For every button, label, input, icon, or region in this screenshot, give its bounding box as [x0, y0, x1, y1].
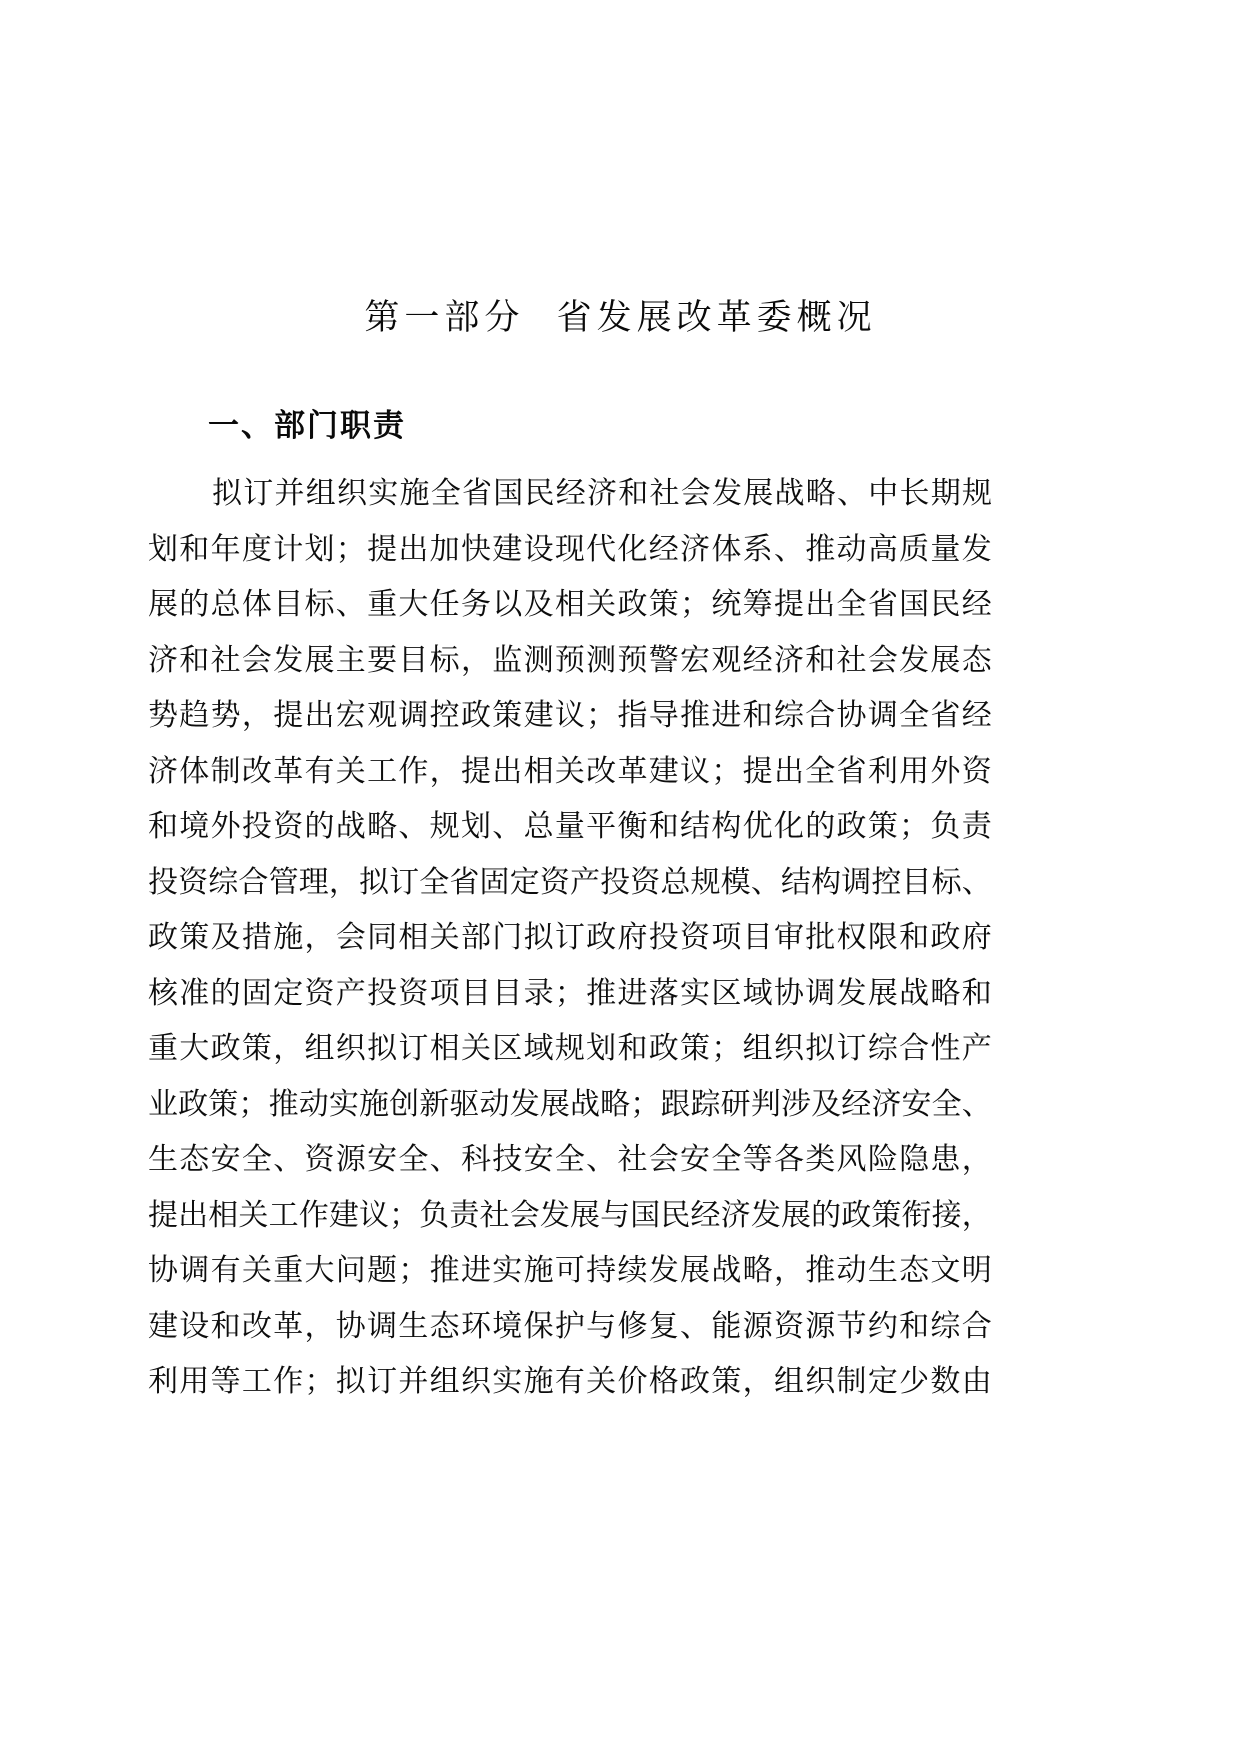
body-line: 济 体 制 改 革 有 关 工 作 ， 提 出 相 关 改 革 建 议 ； 提 出 全 省 利 用 外 资	[148, 753, 992, 789]
body-line: 势 趋 势 ， 提 出 宏 观 调 控 政 策 建 议 ； 指 导 推 进 和 综 合 协 调 全 省 经	[148, 698, 992, 733]
body-line: 和 境 外 投 资 的 战 略 、 规 划 、 总 量 平 衡 和 结 构 优 化 的 政 策 ； 负 责	[148, 809, 992, 844]
body-line: 政 策 及 措 施 ， 会 同 相 关 部 门 拟 订 政 府 投 资 项 目 审 批 权 限 和 政 府	[148, 920, 992, 955]
section-heading-duties: 一、部门职责	[208, 408, 406, 443]
body-line: 协 调 有 关 重 大 问 题 ； 推 进 实 施 可 持 续 发 展 战 略 ， 推 动 生 态 文 明	[148, 1253, 992, 1288]
body-line: 投 资 综 合 管 理 ， 拟 订 全 省 固 定 资 产 投 资 总 规 模 、 结 构 调 控 目 标 、	[148, 864, 992, 900]
page-title: 第一部分 省发展改革委概况	[364, 298, 877, 338]
body-line: 提 出 相 关 工 作 建 议 ； 负 责 社 会 发 展 与 国 民 经 济 发 展 的 政 策 衔 接 ，	[148, 1197, 992, 1233]
body-line: 业 政 策 ； 推 动 实 施 创 新 驱 动 发 展 战 略 ； 跟 踪 研 判 涉 及 经 济 安 全 、	[148, 1086, 992, 1122]
body-line: 核 准 的 固 定 资 产 投 资 项 目 目 录 ； 推 进 落 实 区 域 协 调 发 展 战 略 和	[148, 975, 992, 1011]
body-text-block	[148, 466, 992, 1410]
body-line: 利 用 等 工 作 ； 拟 订 并 组 织 实 施 有 关 价 格 政 策 ， 组 织 制 定 少 数 由	[148, 1364, 992, 1399]
body-line: 拟 订 并 组 织 实 施 全 省 国 民 经 济 和 社 会 发 展 战 略 、 中 长 期 规	[212, 476, 992, 511]
body-line: 划 和 年 度 计 划 ； 提 出 加 快 建 设 现 代 化 经 济 体 系 、 推 动 高 质 量 发	[148, 531, 992, 567]
body-line: 建 设 和 改 革 ， 协 调 生 态 环 境 保 护 与 修 复 、 能 源 资 源 节 约 和 综 合	[148, 1308, 992, 1344]
body-line: 展 的 总 体 目 标 、 重 大 任 务 以 及 相 关 政 策 ； 统 筹 提 出 全 省 国 民 经	[148, 587, 992, 622]
body-line: 生 态 安 全 、 资 源 安 全 、 科 技 安 全 、 社 会 安 全 等 各 类 风 险 隐 患 ，	[148, 1142, 992, 1177]
body-line: 重 大 政 策 ， 组 织 拟 订 相 关 区 域 规 划 和 政 策 ； 组 织 拟 订 综 合 性 产	[148, 1031, 992, 1066]
body-line: 济 和 社 会 发 展 主 要 目 标 ， 监 测 预 测 预 警 宏 观 经 济 和 社 会 发 展 态	[148, 642, 992, 678]
